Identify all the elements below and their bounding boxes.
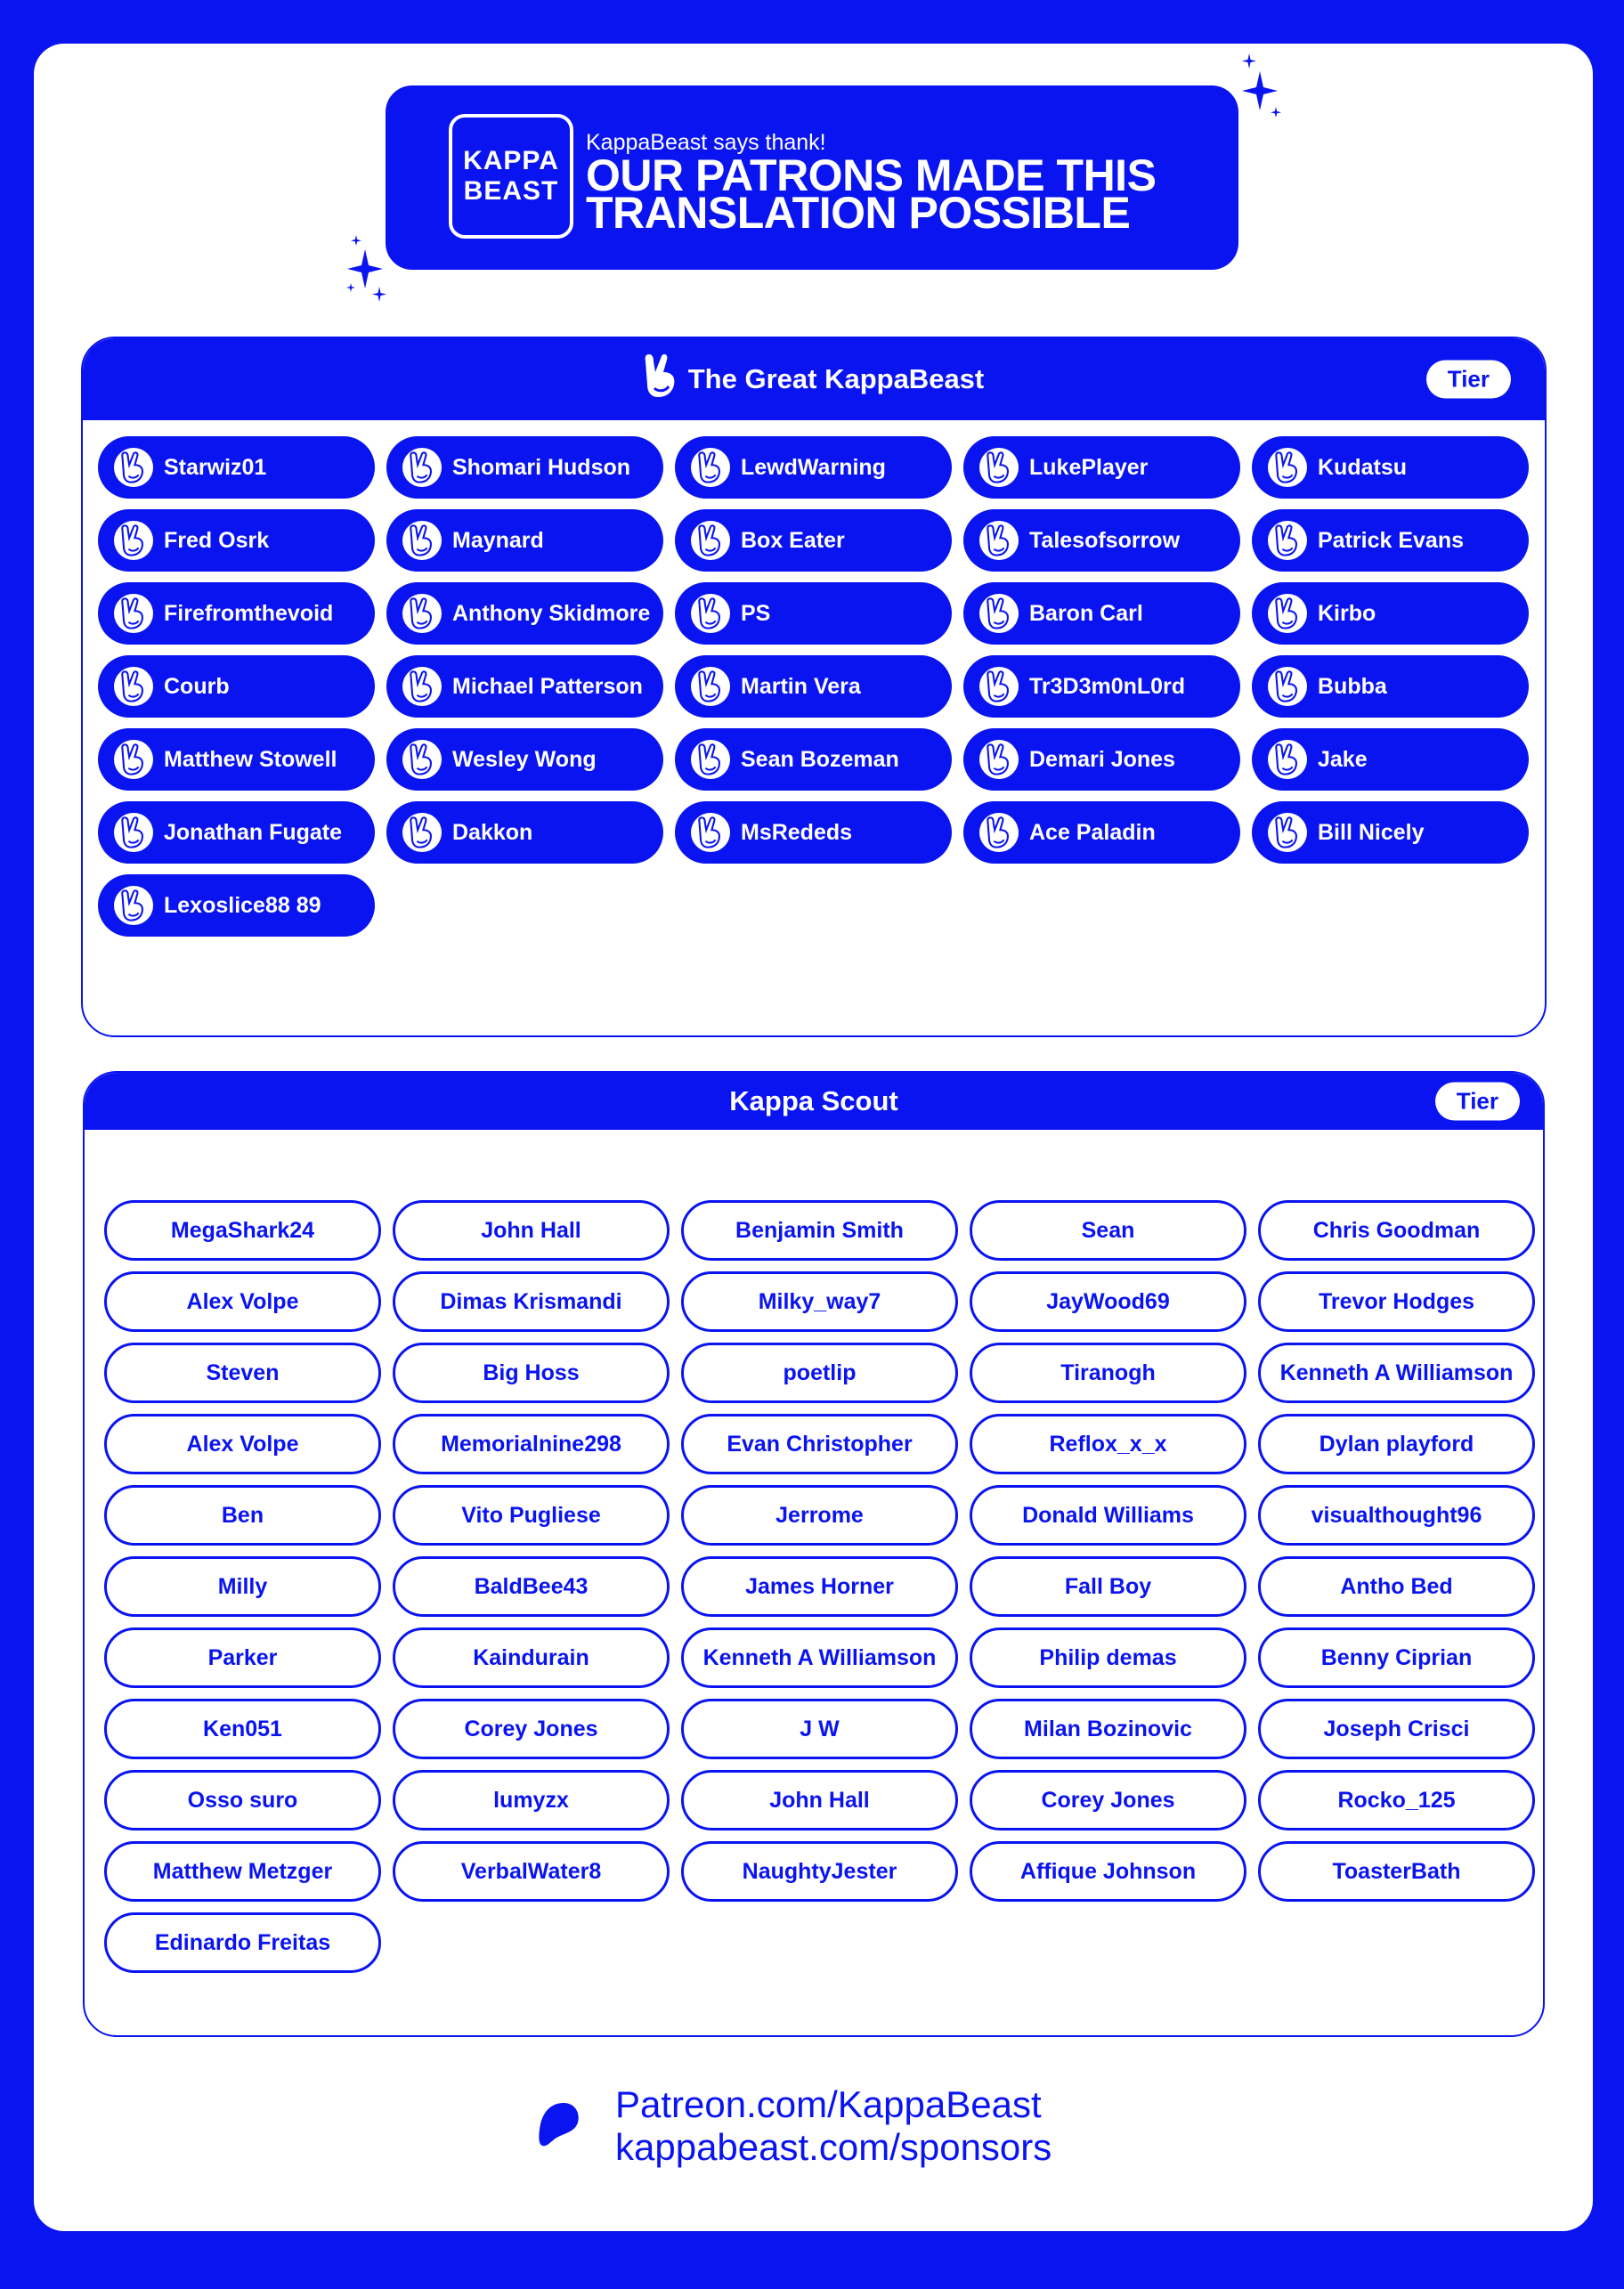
sparkle-icon	[1233, 52, 1283, 123]
rock-hand-icon	[114, 886, 153, 925]
scout-tier-members	[104, 1200, 1535, 1973]
patron-pill	[386, 801, 663, 864]
patron-pill: Jerrome	[681, 1485, 958, 1546]
patreon-link[interactable]: Patreon.com/KappaBeast	[615, 2083, 1042, 2125]
rock-hand-icon	[979, 448, 1019, 487]
patron-pill: poetlip	[681, 1343, 958, 1403]
patron-pill	[675, 509, 952, 572]
patron-pill	[98, 582, 375, 645]
header-title	[586, 150, 1227, 238]
patron-pill: Milly	[104, 1556, 381, 1617]
patron-pill	[1252, 655, 1529, 718]
patron-pill	[98, 655, 375, 718]
patron-pill	[1252, 582, 1529, 645]
patron-pill	[675, 582, 952, 645]
patron-pill: Kenneth A Williamson	[681, 1627, 958, 1688]
header-subtitle: KappaBeast says thank!	[586, 130, 826, 155]
patron-pill	[675, 801, 952, 864]
patron-pill: Matthew Metzger	[104, 1841, 381, 1902]
patron-pill: Affique Johnson	[970, 1841, 1246, 1902]
patron-pill: Edinardo Freitas	[104, 1912, 381, 1973]
patron-pill: J W	[681, 1699, 958, 1759]
patron-name: Bill Nicely	[1318, 819, 1425, 845]
patron-pill: Osso suro	[104, 1770, 381, 1830]
patron-pill: Milky_way7	[681, 1271, 958, 1332]
patron-pill: Sean	[970, 1200, 1246, 1261]
patron-pill: Ben	[104, 1485, 381, 1546]
patron-name: Jonathan Fugate	[164, 819, 343, 845]
rock-hand-icon	[114, 813, 153, 852]
patron-pill: Rocko_125	[1258, 1770, 1535, 1830]
patron-pill	[1252, 801, 1529, 864]
patron-pill: Alex Volpe	[104, 1414, 381, 1474]
patron-pill: Corey Jones	[970, 1770, 1246, 1830]
patron-name: Firefromthevoid	[164, 600, 334, 626]
patron-pill: Joseph Crisci	[1258, 1699, 1535, 1759]
patron-name: LukePlayer	[1029, 454, 1149, 480]
patron-pill	[386, 436, 663, 499]
patron-name: Tr3D3m0nL0rd	[1029, 673, 1186, 699]
patron-pill: BaldBee43	[393, 1556, 670, 1617]
rock-hand-icon	[1268, 740, 1307, 779]
patron-pill: VerbalWater8	[393, 1841, 670, 1902]
rock-hand-icon	[691, 448, 730, 487]
patron-pill	[963, 582, 1240, 645]
rock-hand-icon	[644, 353, 679, 406]
patron-name: Baron Carl	[1029, 600, 1143, 626]
patron-pill: Tiranogh	[970, 1343, 1246, 1403]
patron-name: Wesley Wong	[452, 746, 597, 772]
logo-line-1: KAPPA	[463, 146, 559, 175]
patron-name: Kudatsu	[1318, 454, 1407, 480]
patron-name: Anthony Skidmore	[452, 600, 651, 626]
patron-pill	[675, 655, 952, 718]
patron-pill	[386, 582, 663, 645]
patron-name: Ace Paladin	[1029, 819, 1156, 845]
rock-hand-icon	[1268, 594, 1307, 633]
patron-name: Sean Bozeman	[741, 746, 899, 772]
patron-pill: Parker	[104, 1627, 381, 1688]
footer-links	[615, 2083, 1052, 2169]
rock-hand-icon	[691, 813, 730, 852]
patron-pill: Benny Ciprian	[1258, 1627, 1535, 1688]
patron-pill	[386, 509, 663, 572]
patron-name: Bubba	[1318, 673, 1387, 699]
patron-pill: Chris Goodman	[1258, 1200, 1535, 1261]
patron-pill: lumyzx	[393, 1770, 670, 1830]
patron-pill: Corey Jones	[393, 1699, 670, 1759]
scout-tier-header	[85, 1073, 1543, 1130]
patron-pill: Evan Christopher	[681, 1414, 958, 1474]
patron-pill	[98, 801, 375, 864]
great-tier-header	[83, 338, 1545, 420]
rock-hand-icon	[114, 740, 153, 779]
patron-pill	[1252, 728, 1529, 791]
rock-hand-icon	[691, 594, 730, 633]
title-line-2: TRANSLATION POSSIBLE	[586, 188, 1131, 238]
footer	[539, 2083, 1052, 2169]
patron-pill: John Hall	[681, 1770, 958, 1830]
title-line-1: OUR PATRONS MADE THIS	[586, 150, 1157, 200]
rock-hand-icon	[402, 448, 442, 487]
patron-name: PS	[741, 600, 771, 626]
patron-name: Box Eater	[741, 527, 845, 553]
patron-name: Patrick Evans	[1318, 527, 1464, 553]
patron-name: Martin Vera	[741, 673, 861, 699]
patron-pill	[963, 728, 1240, 791]
patron-pill: Kenneth A Williamson	[1258, 1343, 1535, 1403]
rock-hand-icon	[1268, 521, 1307, 560]
patron-name: Lexoslice88 89	[164, 892, 321, 918]
patron-pill: MegaShark24	[104, 1200, 381, 1261]
rock-hand-icon	[114, 667, 153, 706]
patron-name: Kirbo	[1318, 600, 1376, 626]
patron-pill: Steven	[104, 1343, 381, 1403]
patron-name: Jake	[1318, 746, 1368, 772]
patron-name: LewdWarning	[741, 454, 886, 480]
patron-pill: Big Hoss	[393, 1343, 670, 1403]
patron-pill: John Hall	[393, 1200, 670, 1261]
patron-pill: Memorialnine298	[393, 1414, 670, 1474]
patron-name: Talesofsorrow	[1029, 527, 1181, 553]
header-banner	[386, 85, 1238, 270]
great-tier-title: The Great KappaBeast	[687, 363, 985, 394]
rock-hand-icon	[979, 594, 1019, 633]
rock-hand-icon	[1268, 667, 1307, 706]
patron-pill: Benjamin Smith	[681, 1200, 958, 1261]
rock-hand-icon	[691, 667, 730, 706]
patron-pill: Ken051	[104, 1699, 381, 1759]
patron-name: Michael Patterson	[452, 673, 643, 699]
patreon-icon	[539, 2101, 581, 2152]
patron-pill: Milan Bozinovic	[970, 1699, 1246, 1759]
rock-hand-icon	[402, 594, 442, 633]
patron-pill: Dimas Krismandi	[393, 1271, 670, 1332]
patron-pill	[98, 436, 375, 499]
patron-pill	[386, 728, 663, 791]
tier-badge[interactable]: Tier	[1426, 361, 1511, 399]
rock-hand-icon	[402, 521, 442, 560]
rock-hand-icon	[1268, 448, 1307, 487]
patron-pill: JayWood69	[970, 1271, 1246, 1332]
rock-hand-icon	[691, 740, 730, 779]
great-kappabeast-tier-panel	[81, 337, 1547, 1037]
patron-name: Fred Osrk	[164, 527, 270, 553]
rock-hand-icon	[402, 813, 442, 852]
patron-pill: Reflox_x_x	[970, 1414, 1246, 1474]
logo-line-2: BEAST	[463, 176, 559, 206]
kappabeast-logo	[449, 114, 573, 239]
patron-name: Dakkon	[452, 819, 533, 845]
patron-pill: Trevor Hodges	[1258, 1271, 1535, 1332]
patron-pill	[675, 436, 952, 499]
patron-pill	[1252, 436, 1529, 499]
patron-pill	[98, 728, 375, 791]
sparkle-icon	[345, 233, 395, 304]
patron-name: Matthew Stowell	[164, 746, 337, 772]
patron-pill: Fall Boy	[970, 1556, 1246, 1617]
rock-hand-icon	[402, 667, 442, 706]
rock-hand-icon	[114, 521, 153, 560]
patron-pill	[98, 874, 375, 937]
rock-hand-icon	[114, 594, 153, 633]
patron-pill	[963, 436, 1240, 499]
patron-name: Starwiz01	[164, 454, 267, 480]
great-tier-members	[98, 436, 1529, 937]
patron-name: Demari Jones	[1029, 746, 1175, 772]
rock-hand-icon	[691, 521, 730, 560]
patron-pill: Dylan playford	[1258, 1414, 1535, 1474]
patron-pill	[963, 801, 1240, 864]
rock-hand-icon	[114, 448, 153, 487]
rock-hand-icon	[979, 667, 1019, 706]
patron-pill: James Horner	[681, 1556, 958, 1617]
patron-pill: NaughtyJester	[681, 1841, 958, 1902]
sponsors-link[interactable]: kappabeast.com/sponsors	[615, 2126, 1052, 2168]
patron-pill: Alex Volpe	[104, 1271, 381, 1332]
patron-pill: Vito Pugliese	[393, 1485, 670, 1546]
patron-pill: visualthought96	[1258, 1485, 1535, 1546]
patron-pill	[386, 655, 663, 718]
patron-pill: Kaindurain	[393, 1627, 670, 1688]
patron-name: Maynard	[452, 527, 544, 553]
rock-hand-icon	[1268, 813, 1307, 852]
rock-hand-icon	[979, 813, 1019, 852]
patron-pill: Antho Bed	[1258, 1556, 1535, 1617]
patron-pill: Donald Williams	[970, 1485, 1246, 1546]
patron-name: Shomari Hudson	[452, 454, 631, 480]
patron-pill	[1252, 509, 1529, 572]
rock-hand-icon	[979, 740, 1019, 779]
tier-badge[interactable]: Tier	[1435, 1083, 1520, 1121]
patron-pill	[963, 655, 1240, 718]
patron-pill: ToasterBath	[1258, 1841, 1535, 1902]
patron-name: Courb	[164, 673, 230, 699]
rock-hand-icon	[979, 521, 1019, 560]
patron-pill	[98, 509, 375, 572]
rock-hand-icon	[402, 740, 442, 779]
patron-pill	[675, 728, 952, 791]
kappa-scout-tier-panel	[83, 1071, 1545, 2037]
scout-tier-title: Kappa Scout	[729, 1085, 898, 1116]
patron-name: MsRededs	[741, 819, 853, 845]
patron-pill	[963, 509, 1240, 572]
patron-pill: Philip demas	[970, 1627, 1246, 1688]
